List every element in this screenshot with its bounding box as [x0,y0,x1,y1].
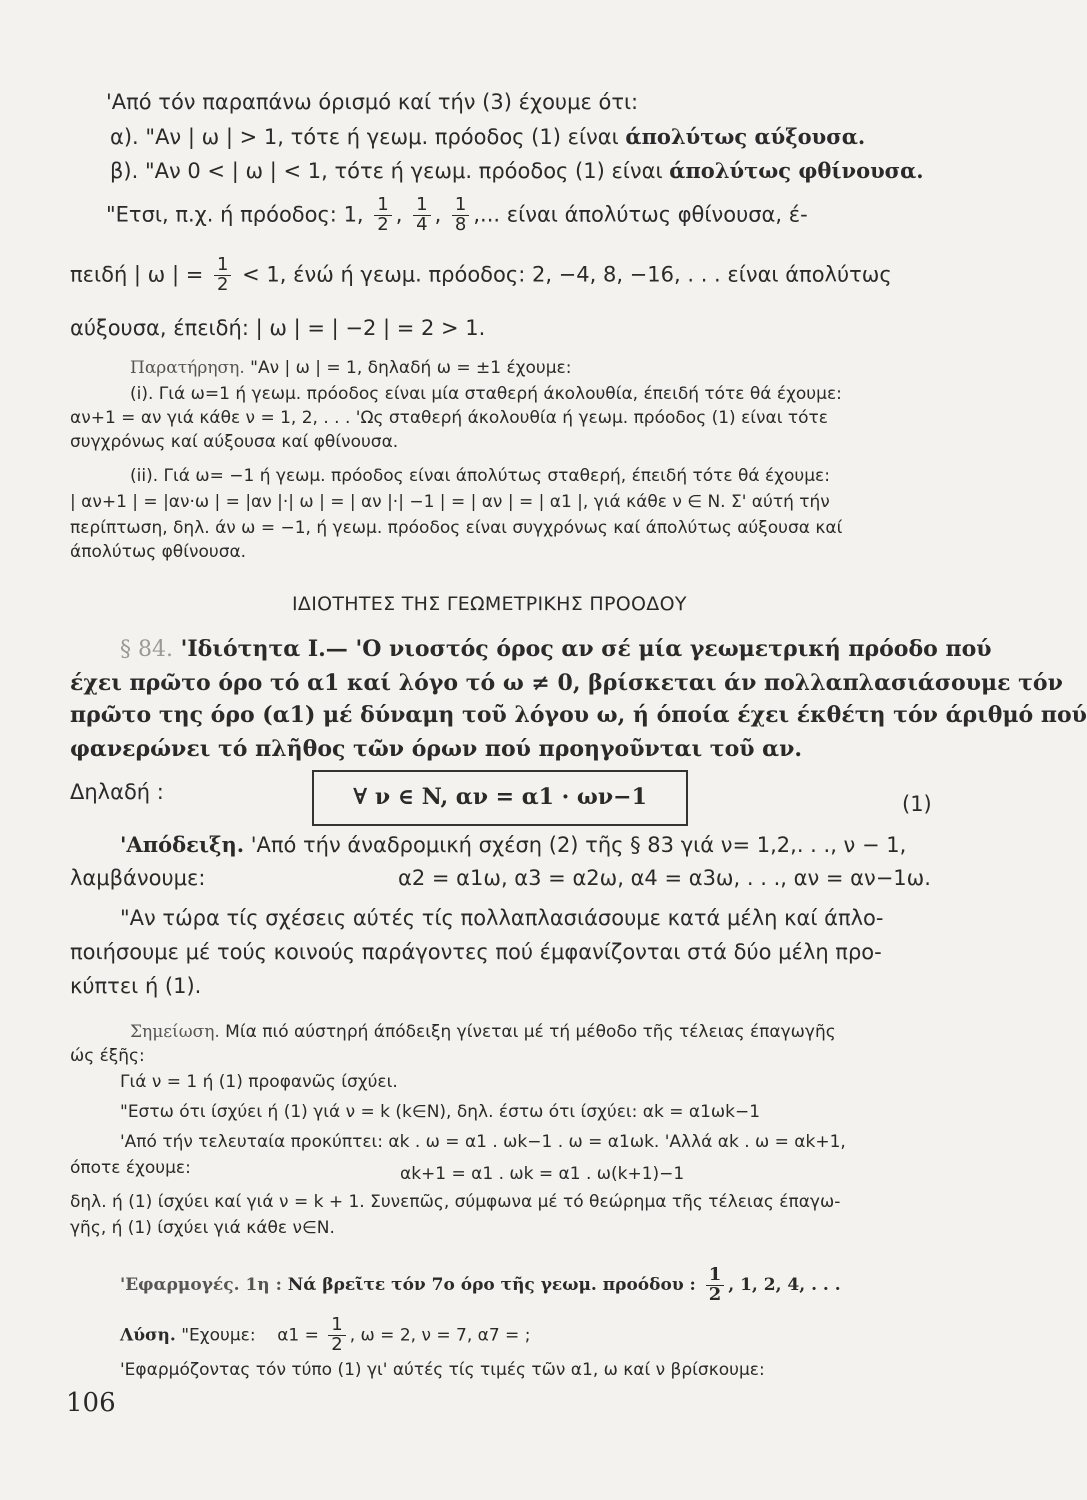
property-title: 'Ιδιότητα Ι.— 'Ο νιοστός όρος αν σέ μία γεωμετρική πρόοδο πού [172,636,992,662]
case-a-label: α). [110,125,139,149]
last-line: 'Εφαρμόζοντας τόν τύπο (1) γι' αύτές τίς τιμές τῶν α1, ω καί ν βρίσκουμε: [120,1360,765,1380]
property-line-4: φανερώνει τό πλῆθος τῶν όρων πού προηγοῦνται τοῦ αν. [70,736,803,762]
section-number: § 84. [120,637,173,662]
remark-i-line-2: αν+1 = αν γιά κάθε ν = 1, 2, . . . 'Ως σταθερή άκολουθία ή γεωμ. πρόοδος (1) είναι τότε [70,408,828,428]
note-label: Σημείωση. [130,1022,220,1042]
note-line-6b: αk+1 = α1 . ωk = α1 . ω(k+1)−1 [400,1164,685,1184]
note-line-4: "Εστω ότι ίσχύει ή (1) γιά ν = k (k∈N), δηλ. έστω ότι ίσχύει: αk = α1ωk−1 [120,1102,761,1122]
remark-ii-line-3: περίπτωση, δηλ. άν ω = −1, ή γεωμ. πρόοδος είναι συγχρόνως καί άπολύτως αύξουσα καί [70,518,843,538]
note-line-6a: όποτε έχουμε: [70,1158,191,1178]
remark-i-line: (i). Γιά ω=1 ή γεωμ. πρόοδος είναι μία σταθερή άκολουθία, έπειδή τότε θά έχουμε: [130,384,842,404]
formula-box [312,770,688,826]
solution-line [120,1316,530,1355]
formula: ∀ ν ∈ N, αν = α1 · ων−1 [353,784,647,810]
fraction-half-4: $\frac{1}{2}$ [328,1316,345,1355]
proof-line [120,834,906,856]
property-title-line [120,638,992,661]
fraction-eighth: $\frac{1}{8}$ [452,196,469,235]
increasing-line: αύξουσα, έπειδή: | ω | = | −2 | = 2 > 1. [70,316,486,340]
equation-number: (1) [902,792,932,816]
note-line-7: δηλ. ή (1) ίσχύει καί γιά ν = k + 1. Συνεπῶς, σύμφωνα μέ τό θεώρημα τῆς τέλειας έπαγω- [70,1192,841,1212]
remark-label: Παρατήρηση. [130,358,245,378]
epeidi-end: < 1, ένώ ή γεωμ. πρόοδος: 2, −4, 8, −16, . . . είναι άπολύτως [242,262,892,287]
epeidi-line [70,256,892,295]
solution-label: Λύση. [120,1325,176,1346]
remark-ii-line-2: | αν+1 | = |αν·ω | = |αν |·| ω | = | αν |·| −1 | = | αν | = | α1 |, γιά κάθε ν ∈ N. Σ' αύτή τήν [70,492,830,512]
case-a-bold: άπολύτως αύξουσα. [625,124,866,149]
remark-text: "Αν | ω | = 1, δηλαδή ω = ±1 έχουμε: [244,358,572,378]
case-b-line [110,160,924,182]
example-line: "Ετσι, π.χ. ή πρόοδος: 1, $\frac{1}{2}$ , $\frac{1}{4}$ , $\frac{1}{8}$ ,... είναι άπολύτως φθίνουσα, έ- [106,194,808,235]
application-text: Νά βρεῖτε τόν 7ο όρο τῆς γεωμ. προόδου : [281,1274,696,1295]
proof-label: 'Απόδειξη. [120,832,245,857]
fraction-quarter: $\frac{1}{4}$ [413,196,430,235]
proof-text: 'Από τήν άναδρομική σχέση (2) τῆς § 83 γιά ν= 1,2,. . ., ν − 1, [244,833,907,857]
example-start: "Ετσι, π.χ. ή πρόοδος: 1, [106,202,364,227]
lambanoume-label: λαμβάνουμε: [70,866,206,890]
epeidi-start: πειδή | ω | = [70,262,204,287]
recursion-equations: α2 = α1ω, α3 = α2ω, α4 = α3ω, . . ., αν = αν−1ω. [398,866,931,890]
remark-ii-line: (ii). Γιά ω= −1 ή γεωμ. πρόοδος είναι άπολύτως σταθερή, έπειδή τότε θά έχουμε: [130,466,830,486]
fraction-half: $\frac{1}{2}$ [374,196,391,235]
intro-line: 'Από τόν παραπάνω όρισμό καί τήν (3) έχουμε ότι: [106,90,639,114]
proof-para-2: ποιήσουμε μέ τούς κοινούς παράγοντες πού έμφανίζονται στά δύο μέλη προ- [70,940,882,964]
solution-eq-b: , ω = 2, ν = 7, α7 = ; [349,1325,531,1346]
example-end: ,... είναι άπολύτως φθίνουσα, έ- [473,202,808,227]
note-line-3: Γιά ν = 1 ή (1) προφανῶς ίσχύει. [120,1072,398,1092]
application-end: , 1, 2, 4, . . . [728,1274,841,1295]
fraction-half-3: $\frac{1}{2}$ [706,1266,725,1305]
solution-text: "Εχουμε: [175,1325,256,1346]
proof-para-3: κύπτει ή (1). [70,974,202,998]
case-b-text: "Αν 0 < | ω | < 1, τότε ή γεωμ. πρόοδος (1) είναι [144,159,670,183]
proof-para-1: "Αν τώρα τίς σχέσεις αύτές τίς πολλαπλασιάσουμε κατά μέλη καί άπλο- [120,906,884,930]
section-heading: ΙΔΙΟΤΗΤΕΣ ΤΗΣ ΓΕΩΜΕΤΡΙΚΗΣ ΠΡΟΟΔΟΥ [292,593,687,615]
application-label: 'Εφαρμογές. 1η : [120,1274,282,1295]
page-number: 106 [66,1388,116,1418]
remark-i-line-3: συγχρόνως καί αύξουσα καί φθίνουσα. [70,432,399,452]
application-line [120,1266,841,1305]
note-line-8: γῆς, ή (1) ίσχύει γιά κάθε ν∈N. [70,1218,335,1238]
fraction-half-2: $\frac{1}{2}$ [214,256,231,295]
case-b-label: β). [110,159,139,183]
remark-ii-line-4: άπολύτως φθίνουσα. [70,542,247,562]
case-a-text: "Αν | ω | > 1, τότε ή γεωμ. πρόοδος (1) είναι [145,125,626,149]
dilady-label: Δηλαδή : [70,780,164,804]
note-line [130,1024,836,1041]
remark-line [130,360,571,377]
note-line-5: 'Από τήν τελευταία προκύπτει: αk . ω = α1 . ωk−1 . ω = α1ωk. 'Αλλά αk . ω = αk+1, [120,1132,846,1152]
note-line-2: ώς έξῆς: [70,1046,145,1066]
property-line-2: έχει πρῶτο όρο τό α1 καί λόγο τό ω ≠ 0, βρίσκεται άν πολλαπλασιάσουμε τόν [70,670,1063,696]
note-text: Μία πιό αύστηρή άπόδειξη γίνεται μέ τή μέθοδο τῆς τέλειας έπαγωγῆς [219,1022,836,1042]
case-a-line [110,126,865,148]
case-b-bold: άπολύτως φθίνουσα. [669,158,924,183]
property-line-3: πρῶτο της όρο (α1) μέ δύναμη τοῦ λόγου ω, ή όποία έχει έκθέτη τόν άριθμό πού [70,702,1087,728]
solution-eq-a: α1 = [277,1325,319,1346]
